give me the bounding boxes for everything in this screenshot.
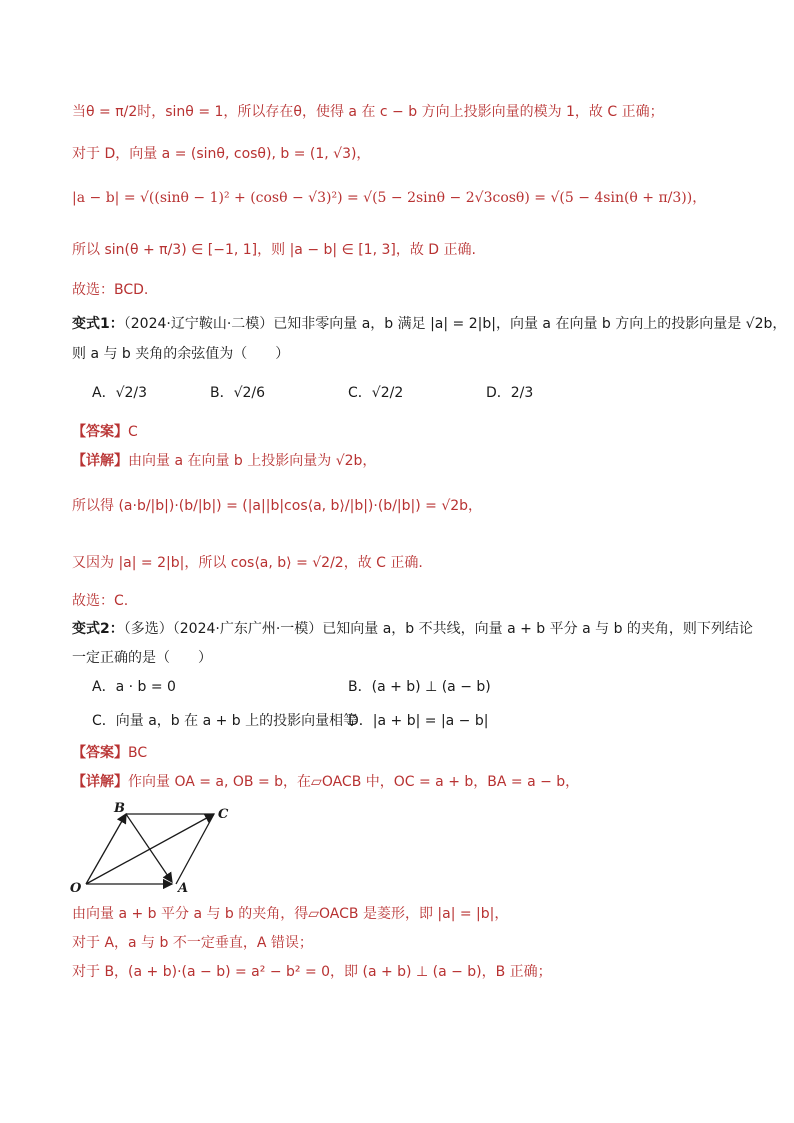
variant1-stem-line-2: 则 a 与 b 夹角的余弦值为（ ）: [72, 346, 290, 362]
variant1-option-b: B．√2/6: [210, 385, 266, 401]
variant1-option-a: A．√2/3: [92, 385, 148, 401]
variant2-option-d: D．|a + b| = |a − b|: [348, 713, 489, 729]
variant1-option-d: D．2/3: [486, 385, 534, 401]
solution-line-2: 对于 D，向量 a = (sinθ, cosθ), b = (1, √3)，: [72, 146, 371, 162]
solution-line-1: 当θ = π/2时，sinθ = 1，所以存在θ，使得 a 在 c − b 方向上投影向量的模为 1，故 C 正确；: [72, 104, 664, 120]
variant1-answer: 【答案】C: [72, 424, 138, 440]
point-b-label: B: [114, 801, 125, 816]
variant2-stem-line-2: 一定正确的是（ ）: [72, 650, 212, 666]
variant2-label: 变式2：: [72, 621, 124, 637]
variant1-label: 变式1：: [72, 316, 124, 332]
variant2-detail-line-1: 【详解】作向量 OA = a, OB = b，在▱OACB 中，OC = a + b，BA = a − b，: [72, 774, 580, 790]
vector-ba: [126, 814, 172, 882]
variant2-stem-line-1: 变式2：（多选）（2024·广东广州·一模）已知向量 a，b 不共线，向量 a + b 平分 a 与 b 的夹角，则下列结论: [72, 621, 753, 637]
variant2-option-a: A．a · b = 0: [92, 679, 176, 695]
variant2-option-c: C．向量 a，b 在 a + b 上的投影向量相等: [92, 713, 358, 729]
variant1-detail-line-1: 【详解】由向量 a 在向量 b 上投影向量为 √2b，: [72, 453, 377, 469]
variant2-detail-line-4: 对于 B，(a + b)·(a − b) = a² − b² = 0，即 (a + b) ⊥ (a − b)，B 正确；: [72, 964, 552, 980]
variant1-conclusion: 故选：C.: [72, 593, 129, 609]
solution-line-4: 所以 sin(θ + π/3) ∈ [−1, 1]，则 |a − b| ∈ [1, 3]，故 D 正确.: [72, 242, 476, 258]
point-a-label: A: [178, 881, 189, 896]
parallelogram-figure: [68, 800, 248, 896]
solution-conclusion: 故选：BCD.: [72, 282, 149, 298]
point-o-label: O: [70, 881, 82, 896]
variant2-answer: 【答案】BC: [72, 745, 148, 761]
variant1-option-c: C．√2/2: [348, 385, 404, 401]
variant2-detail-line-3: 对于 A，a 与 b 不一定垂直，A 错误；: [72, 935, 313, 951]
solution-line-3: |a − b| = √((sinθ − 1)² + (cosθ − √3)²) = √(5 − 2sinθ − 2√3cosθ) = √(5 − 4sin(θ + π/3))，: [72, 190, 707, 206]
point-c-label: C: [218, 807, 229, 822]
variant2-detail-line-2: 由向量 a + b 平分 a 与 b 的夹角，得▱OACB 是菱形，即 |a| = |b|，: [72, 906, 509, 922]
variant1-detail-line-2: 所以得 (a·b/|b|)·(b/|b|) = (|a||b|cos⟨a, b⟩/|b|)·(b/|b|) = √2b，: [72, 498, 483, 514]
variant1-stem-line-1: 变式1：（2024·辽宁鞍山·二模）已知非零向量 a，b 满足 |a| = 2|b|，向量 a 在向量 b 方向上的投影向量是 √2b，: [72, 316, 787, 332]
variant2-option-b: B．(a + b) ⊥ (a − b): [348, 679, 491, 695]
variant1-detail-line-3: 又因为 |a| = 2|b|，所以 cos⟨a, b⟩ = √2/2，故 C 正确.: [72, 555, 423, 571]
